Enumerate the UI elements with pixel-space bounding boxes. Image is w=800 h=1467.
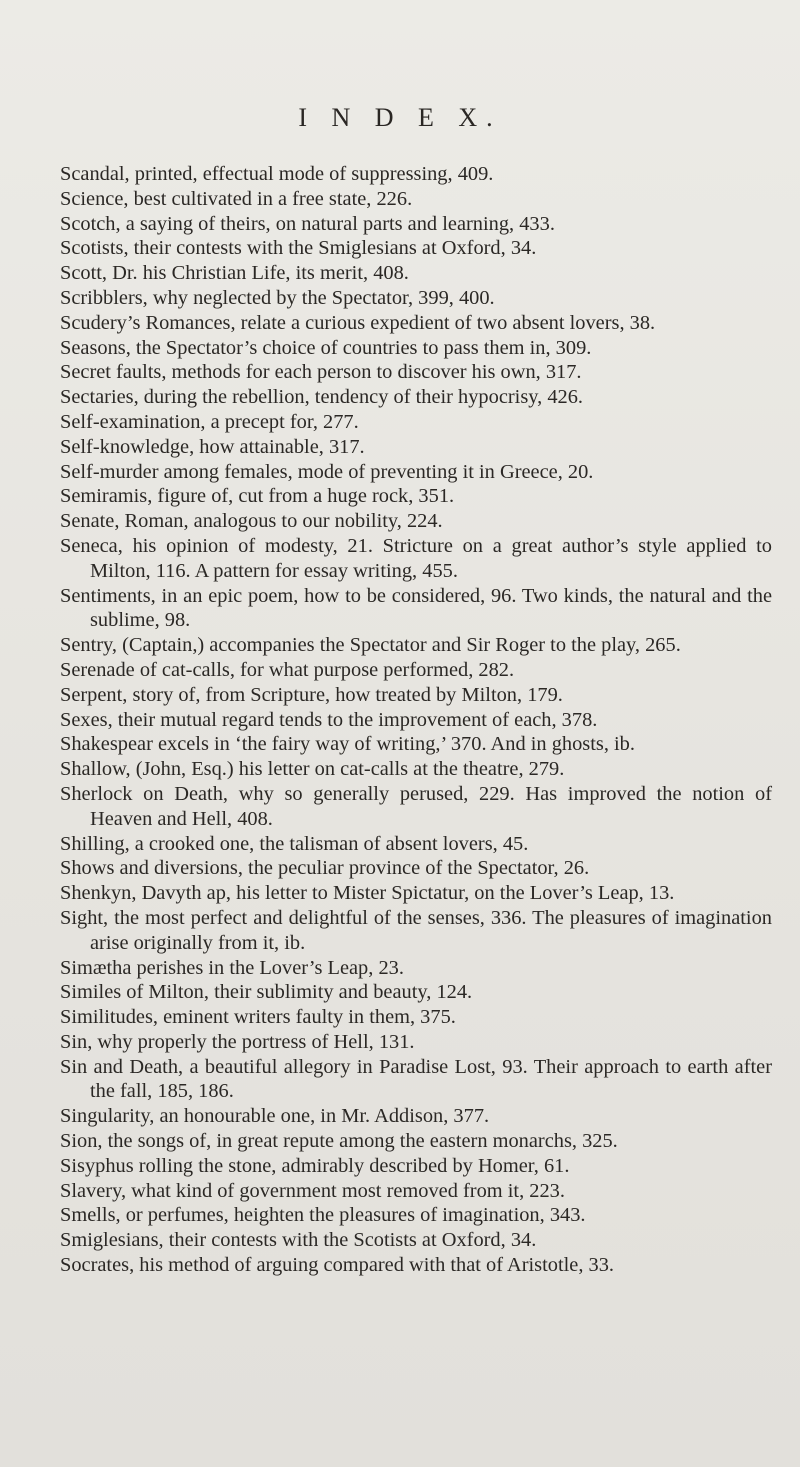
index-entry: Simætha perishes in the Lover’s Leap, 23. [60,956,404,979]
index-entry: Scott, Dr. his Christian Life, its merit, 408. [60,262,409,285]
index-entry: Science, best cultivated in a free state, 226. [60,187,413,210]
index-entry: Secret faults, methods for each person to discover his own, 317. [60,361,582,384]
page-heading: I N D E X. [298,103,502,132]
index-entry: Self-knowledge, how attainable, 317. [60,435,365,458]
index-entries [60,162,772,1278]
index-entry: Sentiments, in an epic poem, how to be considered, 96. Two kinds, the natural and the sublime, 98. [60,584,772,632]
index-entry: Scribblers, why neglected by the Spectator, 399, 400. [60,286,495,309]
index-entry: Scudery’s Romances, relate a curious expedient of two absent lovers, 38. [60,311,656,334]
index-entry: Smiglesians, their contests with the Scotists at Oxford, 34. [60,1229,537,1252]
index-entry: Seneca, his opinion of modesty, 21. Stricture on a great author’s style applied to Milton, 116. A pattern for essay writing, 455. [60,534,772,582]
index-entry: Sin and Death, a beautiful allegory in Paradise Lost, 93. Their approach to earth after the fall, 185, 186. [60,1055,772,1103]
index-entry: Shows and diversions, the peculiar province of the Spectator, 26. [60,857,590,880]
index-entry: Similitudes, eminent writers faulty in them, 375. [60,1006,456,1029]
index-entry: Shenkyn, Davyth ap, his letter to Mister Spictatur, on the Lover’s Leap, 13. [60,882,675,905]
index-entry: Serenade of cat-calls, for what purpose performed, 282. [60,658,515,681]
index-entry: Scotch, a saying of theirs, on natural parts and learning, 433. [60,212,555,235]
index-entry: Self-examination, a precept for, 277. [60,410,359,433]
index-entry: Sight, the most perfect and delightful of the senses, 336. The pleasures of imagination arise originally from it, ib. [60,906,772,954]
index-entry: Scotists, their contests with the Smiglesians at Oxford, 34. [60,237,537,260]
index-entry: Sisyphus rolling the stone, admirably described by Homer, 61. [60,1154,570,1177]
index-entry: Shallow, (John, Esq.) his letter on cat-calls at the theatre, 279. [60,758,565,781]
index-entry: Sherlock on Death, why so generally perused, 229. Has improved the notion of Heaven and Hell, 408. [60,782,772,830]
index-entry: Self-murder among females, mode of preventing it in Greece, 20. [60,460,594,483]
index-entry: Sectaries, during the rebellion, tendency of their hypocrisy, 426. [60,386,584,409]
index-entry: Singularity, an honourable one, in Mr. Addison, 377. [60,1105,490,1128]
index-entry: Semiramis, figure of, cut from a huge rock, 351. [60,485,455,508]
index-entry: Shilling, a crooked one, the talisman of absent lovers, 45. [60,832,529,855]
index-entry: Seasons, the Spectator’s choice of countries to pass them in, 309. [60,336,592,359]
index-entry: Scandal, printed, effectual mode of suppressing, 409. [60,163,494,185]
index-entry: Shakespear excels in ‘the fairy way of writing,’ 370. And in ghosts, ib. [60,733,635,756]
index-entry: Slavery, what kind of government most removed from it, 223. [60,1179,565,1202]
index-entry: Sion, the songs of, in great repute among the eastern monarchs, 325. [60,1130,618,1153]
index-entry: Sin, why properly the portress of Hell, 131. [60,1030,415,1053]
index-entry: Smells, or perfumes, heighten the pleasures of imagination, 343. [60,1204,586,1227]
index-entry: Socrates, his method of arguing compared with that of Aristotle, 33. [60,1254,615,1277]
index-entry: Similes of Milton, their sublimity and beauty, 124. [60,981,473,1004]
index-entry: Serpent, story of, from Scripture, how treated by Milton, 179. [60,683,563,706]
index-entry: Senate, Roman, analogous to our nobility, 224. [60,510,443,533]
index-entry: Sentry, (Captain,) accompanies the Spectator and Sir Roger to the play, 265. [60,634,681,657]
index-entry: Sexes, their mutual regard tends to the improvement of each, 378. [60,708,598,731]
